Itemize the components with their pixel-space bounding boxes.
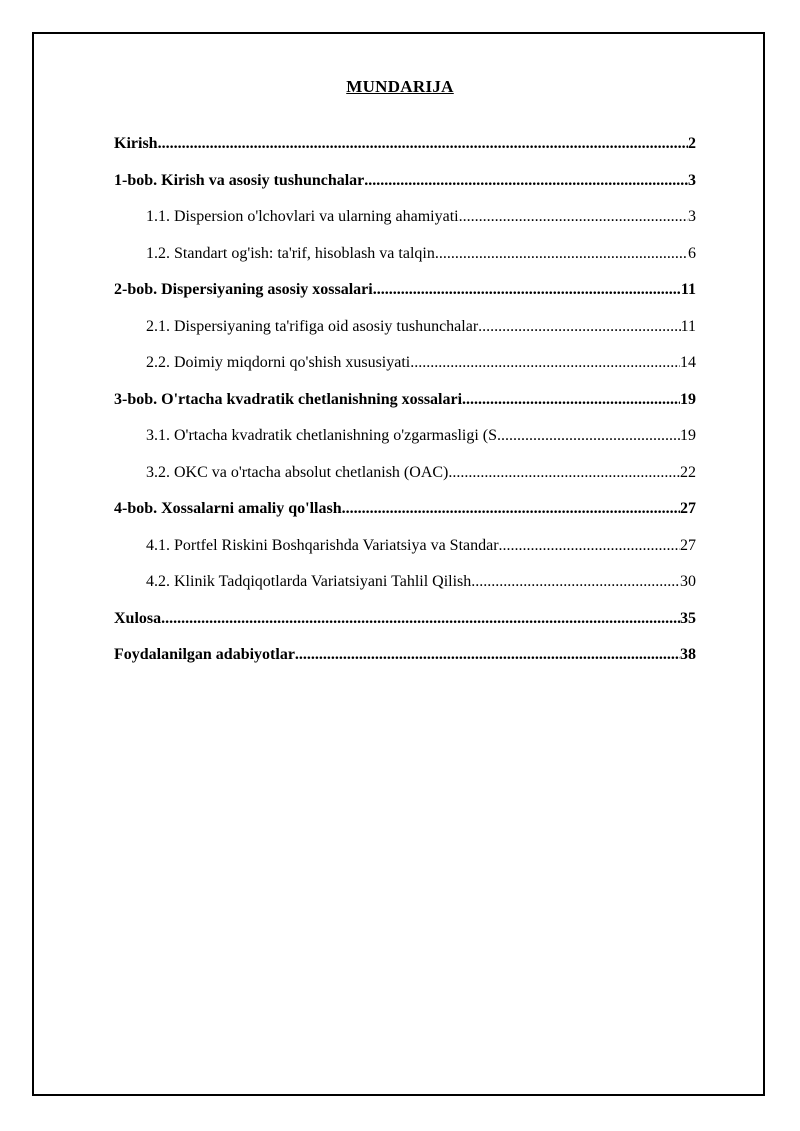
toc-entry[interactable] <box>114 644 696 681</box>
toc-page-number: 6 <box>688 244 696 262</box>
toc-page-number: 3 <box>688 208 696 225</box>
toc-entry-text: 1.1. Dispersion o'lchovlari va ularning ahamiyati <box>146 208 459 225</box>
toc-entry[interactable] <box>114 389 696 426</box>
toc-entry-text: 4.1. Portfel Riskini Boshqarishda Variatsiya va Standar <box>146 536 499 554</box>
dot-leader <box>471 571 680 593</box>
toc-page-number: 27 <box>680 500 696 517</box>
toc-entry-text: 3.1. O'rtacha kvadratik chetlanishning o'zgarmasligi (S <box>146 427 497 444</box>
toc-entry[interactable] <box>114 279 696 316</box>
toc-entry[interactable] <box>114 535 696 572</box>
toc-page-number: 11 <box>680 281 696 298</box>
dot-leader <box>462 389 680 411</box>
toc-entry-text: 2-bob. Dispersiyaning asosiy xossalari <box>114 281 373 298</box>
toc-page-number: 30 <box>680 573 696 590</box>
toc-entry[interactable] <box>114 243 696 280</box>
dot-leader <box>435 243 688 265</box>
toc-page-number: 22 <box>680 463 696 481</box>
toc-entry-text: 4-bob. Xossalarni amaliy qo'llash <box>114 500 342 517</box>
toc-entry-text: 1-bob. Kirish va asosiy tushunchalar <box>114 171 365 189</box>
toc-entry[interactable] <box>114 170 696 207</box>
dot-leader <box>448 462 680 484</box>
toc-entry-text: 1.2. Standart og'ish: ta'rif, hisoblash va talqin <box>146 244 435 262</box>
toc-page-number: 35 <box>680 609 696 627</box>
toc-page-number: 2 <box>688 135 696 152</box>
toc-entry-text: 3-bob. O'rtacha kvadratik chetlanishning xossalari <box>114 390 463 408</box>
toc-entry[interactable] <box>114 206 696 243</box>
toc-page-number: 38 <box>680 646 696 663</box>
toc-entry[interactable] <box>114 316 696 353</box>
dot-leader <box>459 206 688 228</box>
toc-entry-text: 2.2. Doimiy miqdorni qo'shish xususiyati <box>146 354 411 371</box>
toc-entry[interactable] <box>114 352 696 389</box>
dot-leader <box>497 425 680 447</box>
dot-leader <box>295 644 680 666</box>
dot-leader <box>478 316 680 338</box>
toc-entry[interactable] <box>114 462 696 499</box>
toc-entry-text: Foydalanilgan adabiyotlar <box>114 646 295 663</box>
toc-entry-text: 4.2. Klinik Tadqiqotlarda Variatsiyani Tahlil Qilish <box>146 573 472 590</box>
table-of-contents <box>114 133 696 681</box>
dot-leader <box>410 352 680 374</box>
dot-leader <box>158 133 688 155</box>
page-title: MUNDARIJA <box>346 77 454 96</box>
toc-page-number: 19 <box>680 390 696 408</box>
dot-leader <box>364 170 688 192</box>
toc-page-number: 27 <box>680 536 696 554</box>
toc-page-number: 11 <box>680 317 696 335</box>
toc-entry[interactable] <box>114 133 696 170</box>
toc-page-number: 19 <box>680 427 696 444</box>
dot-leader <box>342 498 680 520</box>
toc-entry[interactable] <box>114 425 696 462</box>
toc-entry-text: 3.2. OKC va o'rtacha absolut chetlanish (OAC) <box>146 463 449 481</box>
toc-page-number: 3 <box>688 171 696 189</box>
toc-page-number: 14 <box>680 354 696 371</box>
toc-entry[interactable] <box>114 498 696 535</box>
dot-leader <box>161 608 680 630</box>
toc-entry-text: 2.1. Dispersiyaning ta'rifiga oid asosiy tushunchalar <box>146 317 479 335</box>
dot-leader <box>499 535 680 557</box>
toc-entry-text: Kirish <box>114 135 158 152</box>
dot-leader <box>373 279 681 301</box>
toc-entry-text: Xulosa <box>114 609 162 627</box>
toc-entry[interactable] <box>114 571 696 608</box>
toc-entry[interactable] <box>114 608 696 645</box>
